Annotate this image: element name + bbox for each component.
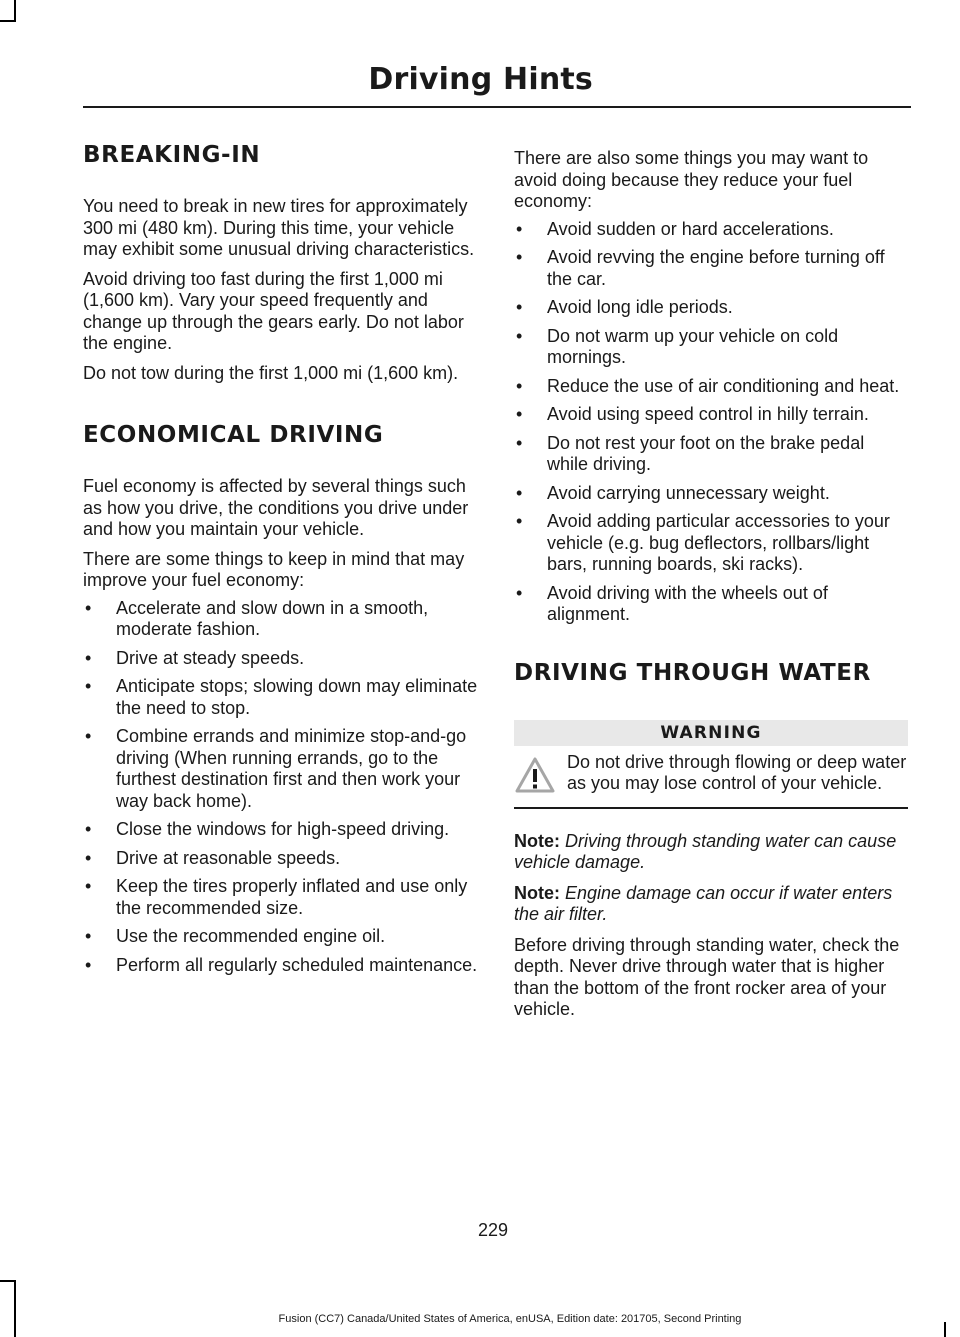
note-text: Engine damage can occur if water enters the air filter. <box>514 882 893 924</box>
section-heading-breaking-in: BREAKING-IN <box>83 142 261 168</box>
list-item: • Accelerate and slow down in a smooth, moderate fashion. <box>83 598 478 641</box>
list-item: • Combine errands and minimize stop-and-go driving (When running errands, go to the furthest destination first and then work your way back home). <box>83 726 478 812</box>
list-item: • Drive at steady speeds. <box>83 648 478 670</box>
list-item: • Perform all regularly scheduled maintenance. <box>83 955 478 977</box>
note-label: Note: <box>514 830 560 851</box>
paragraph: Avoid driving too fast during the first 1,000 mi (1,600 km). Vary your speed frequently and change up through the gears early. Do not labor the engine. <box>83 268 464 353</box>
warning-text: Do not drive through flowing or deep water as you may lose control of your vehicle. <box>567 751 907 793</box>
list-item: • Avoid carrying unnecessary weight. <box>514 483 908 505</box>
paragraph: There are also some things you may want to avoid doing because they reduce your fuel economy: <box>514 148 869 211</box>
left-column <box>83 140 478 976</box>
header-divider <box>83 106 911 108</box>
right-column <box>514 148 908 1021</box>
crop-mark <box>14 1280 16 1337</box>
warning-divider <box>514 807 908 809</box>
warning-body <box>514 746 908 807</box>
paragraph: Do not tow during the first 1,000 mi (1,600 km). <box>83 362 459 383</box>
list-item: • Use the recommended engine oil. <box>83 926 478 948</box>
list-item: • Avoid adding particular accessories to your vehicle (e.g. bug deflectors, rollbars/light bars, running boards, ski racks). <box>514 511 908 576</box>
list-item: • Do not warm up your vehicle on cold mornings. <box>514 326 908 369</box>
warning-box <box>514 720 908 809</box>
list-item: • Avoid sudden or hard accelerations. <box>514 219 908 241</box>
list-item: • Anticipate stops; slowing down may eliminate the need to stop. <box>83 676 478 719</box>
footer-text: Fusion (CC7) Canada/United States of America, enUSA, Edition date: 201705, Second Printing <box>278 1313 742 1325</box>
list-item: • Reduce the use of air conditioning and heat. <box>514 376 908 398</box>
list-item: • Avoid driving with the wheels out of alignment. <box>514 583 908 626</box>
list-item: • Drive at reasonable speeds. <box>83 848 478 870</box>
paragraph: There are some things to keep in mind that may improve your fuel economy: <box>83 548 465 590</box>
note <box>514 831 908 874</box>
list-item: • Close the windows for high-speed driving. <box>83 819 478 841</box>
page-number: 229 <box>477 1220 509 1240</box>
list-item: • Do not rest your foot on the brake pedal while driving. <box>514 433 908 476</box>
list-item: • Avoid long idle periods. <box>514 297 908 319</box>
crop-mark <box>14 0 16 22</box>
list-item: • Avoid revving the engine before turning off the car. <box>514 247 908 290</box>
list-item: • Keep the tires properly inflated and use only the recommended size. <box>83 876 478 919</box>
warning-label: WARNING <box>514 720 908 746</box>
section-heading-economical-driving: ECONOMICAL DRIVING <box>83 422 384 448</box>
warning-triangle-icon <box>514 756 556 799</box>
note <box>514 883 908 926</box>
tips-list <box>83 598 478 977</box>
list-item: • Avoid using speed control in hilly terrain. <box>514 404 908 426</box>
paragraph: Before driving through standing water, check the depth. Never drive through water that is higher than the bottom of the front rocker area of your vehicle. <box>514 934 900 1019</box>
paragraph: You need to break in new tires for approximately 300 mi (480 km). During this time, your vehicle may exhibit some unusual driving characteristics. <box>83 196 475 259</box>
note-text: Driving through standing water can cause vehicle damage. <box>514 830 897 872</box>
paragraph: Fuel economy is affected by several things such as how you drive, the conditions you drive under and how you maintain your vehicle. <box>83 476 469 539</box>
section-heading-driving-through-water: DRIVING THROUGH WATER <box>514 659 871 686</box>
note-label: Note: <box>514 882 560 903</box>
crop-mark <box>0 1280 16 1282</box>
page-title: Driving Hints <box>368 62 593 97</box>
crop-mark <box>0 20 16 22</box>
avoid-list <box>514 219 908 626</box>
